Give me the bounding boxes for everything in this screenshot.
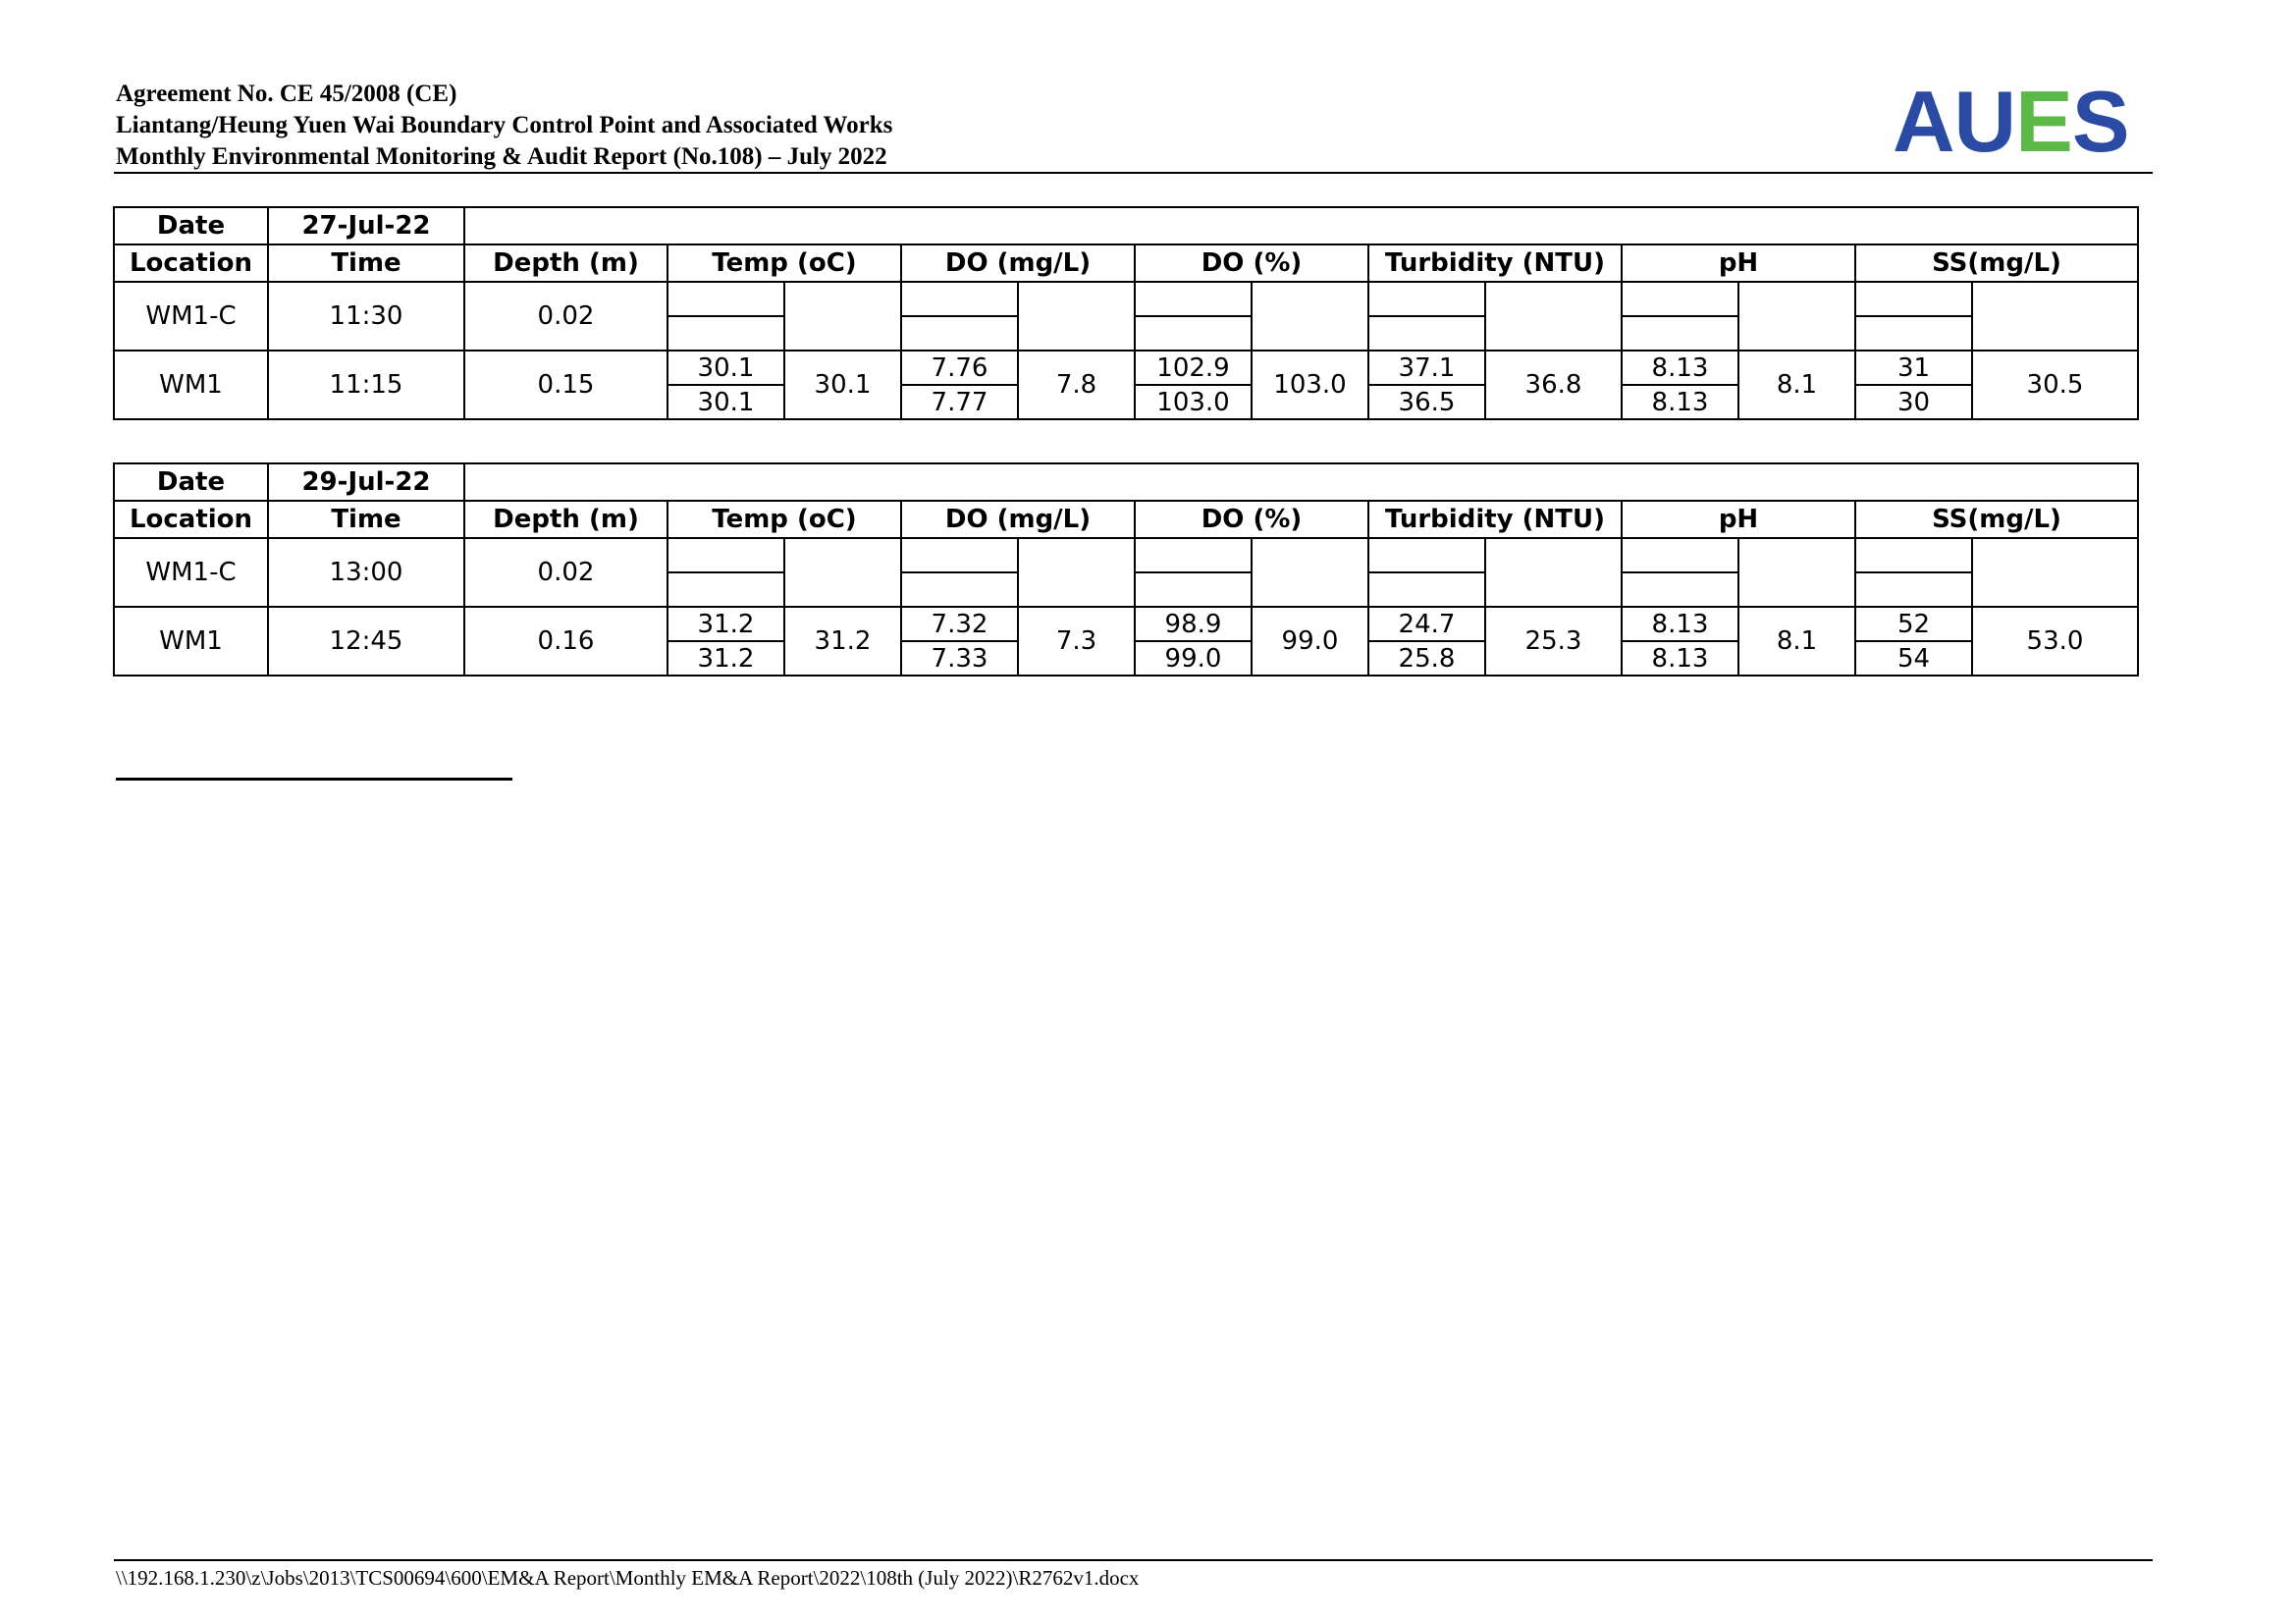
- date-value: 29-Jul-22: [268, 463, 464, 501]
- time-header: Time: [268, 501, 464, 538]
- empty-cell: [1855, 282, 1972, 316]
- empty-cell: [1855, 316, 1972, 351]
- empty-cell: [784, 282, 901, 351]
- do-pct-header: DO (%): [1135, 244, 1368, 282]
- empty-cell: [1738, 282, 1855, 351]
- ss-reading-1: 31: [1855, 351, 1972, 385]
- file-path: \\192.168.1.230\z\Jobs\2013\TCS00694\600\EM&A Report\Monthly EM&A Report\2022\108th (July 2022)\R2762v1.docx: [116, 1566, 1140, 1590]
- empty-cell: [1622, 538, 1738, 572]
- turbidity-average: 36.8: [1485, 351, 1622, 419]
- empty-cell: [1855, 538, 1972, 572]
- empty-cell: [667, 538, 784, 572]
- temp-header: Temp (oC): [667, 501, 901, 538]
- date-value: 27-Jul-22: [268, 207, 464, 244]
- empty-cell: [1622, 572, 1738, 607]
- impact-time: 11:15: [268, 351, 464, 419]
- empty-cell: [1252, 282, 1368, 351]
- ss-reading-2: 30: [1855, 385, 1972, 419]
- empty-cell: [667, 316, 784, 351]
- turbidity-reading-2: 36.5: [1368, 385, 1485, 419]
- ph-reading-1: 8.13: [1622, 351, 1738, 385]
- footnote-separator: [116, 778, 512, 781]
- empty-cell: [1252, 538, 1368, 607]
- empty-cell: [1485, 538, 1622, 607]
- empty-cell: [901, 316, 1018, 351]
- empty-cell: [1018, 538, 1135, 607]
- empty-cell: [1855, 572, 1972, 607]
- report-header: [116, 79, 2153, 173]
- empty-cell: [901, 572, 1018, 607]
- empty-cell: [1368, 538, 1485, 572]
- ph-reading-1: 8.13: [1622, 607, 1738, 641]
- ph-average: 8.1: [1738, 607, 1855, 676]
- do-pct-reading-2: 99.0: [1135, 641, 1252, 676]
- turbidity-average: 25.3: [1485, 607, 1622, 676]
- date-row-blank: [464, 463, 2138, 501]
- do-pct-average: 99.0: [1252, 607, 1368, 676]
- do-mgl-reading-1: 7.76: [901, 351, 1018, 385]
- water-quality-table-2: [113, 462, 2139, 677]
- empty-cell: [667, 282, 784, 316]
- control-depth: 0.02: [464, 282, 667, 351]
- empty-cell: [1135, 282, 1252, 316]
- temp-reading-2: 30.1: [667, 385, 784, 419]
- empty-cell: [1738, 538, 1855, 607]
- temp-average: 30.1: [784, 351, 901, 419]
- impact-depth: 0.15: [464, 351, 667, 419]
- date-label: Date: [114, 463, 268, 501]
- do-mgl-average: 7.8: [1018, 351, 1135, 419]
- project-title: Liantang/Heung Yuen Wai Boundary Control Point and Associated Works: [116, 112, 893, 138]
- ss-reading-2: 54: [1855, 641, 1972, 676]
- ph-reading-2: 8.13: [1622, 385, 1738, 419]
- do-pct-reading-1: 98.9: [1135, 607, 1252, 641]
- header-divider: [114, 172, 2153, 174]
- empty-cell: [1135, 572, 1252, 607]
- ph-header: pH: [1622, 501, 1855, 538]
- logo-e: E: [2015, 73, 2072, 170]
- empty-cell: [1972, 282, 2138, 351]
- turbidity-header: Turbidity (NTU): [1368, 244, 1622, 282]
- impact-time: 12:45: [268, 607, 464, 676]
- control-depth: 0.02: [464, 538, 667, 607]
- do-pct-reading-2: 103.0: [1135, 385, 1252, 419]
- ss-reading-1: 52: [1855, 607, 1972, 641]
- temp-header: Temp (oC): [667, 244, 901, 282]
- do-mgl-header: DO (mg/L): [901, 244, 1135, 282]
- empty-cell: [784, 538, 901, 607]
- empty-cell: [1368, 572, 1485, 607]
- do-mgl-reading-1: 7.32: [901, 607, 1018, 641]
- do-pct-reading-1: 102.9: [1135, 351, 1252, 385]
- ss-average: 53.0: [1972, 607, 2138, 676]
- location-header: Location: [114, 501, 268, 538]
- do-pct-average: 103.0: [1252, 351, 1368, 419]
- empty-cell: [901, 282, 1018, 316]
- date-label: Date: [114, 207, 268, 244]
- empty-cell: [1622, 282, 1738, 316]
- footer-divider: [114, 1559, 2153, 1561]
- temp-reading-1: 30.1: [667, 351, 784, 385]
- empty-cell: [1622, 316, 1738, 351]
- do-mgl-average: 7.3: [1018, 607, 1135, 676]
- do-mgl-reading-2: 7.33: [901, 641, 1018, 676]
- aues-logo: [1893, 73, 2129, 170]
- ph-average: 8.1: [1738, 351, 1855, 419]
- temp-average: 31.2: [784, 607, 901, 676]
- ss-header: SS(mg/L): [1855, 244, 2138, 282]
- report-title: Monthly Environmental Monitoring & Audit Report (No.108) – July 2022: [116, 143, 887, 170]
- turbidity-header: Turbidity (NTU): [1368, 501, 1622, 538]
- ss-average: 30.5: [1972, 351, 2138, 419]
- temp-reading-2: 31.2: [667, 641, 784, 676]
- impact-depth: 0.16: [464, 607, 667, 676]
- depth-header: Depth (m): [464, 244, 667, 282]
- do-mgl-reading-2: 7.77: [901, 385, 1018, 419]
- ph-header: pH: [1622, 244, 1855, 282]
- empty-cell: [901, 538, 1018, 572]
- control-time: 11:30: [268, 282, 464, 351]
- empty-cell: [1972, 538, 2138, 607]
- logo-s: S: [2071, 73, 2129, 170]
- control-location: WM1-C: [114, 538, 268, 607]
- turbidity-reading-1: 24.7: [1368, 607, 1485, 641]
- control-location: WM1-C: [114, 282, 268, 351]
- empty-cell: [667, 572, 784, 607]
- control-time: 13:00: [268, 538, 464, 607]
- logo-au: AU: [1893, 73, 2016, 170]
- ss-header: SS(mg/L): [1855, 501, 2138, 538]
- date-row-blank: [464, 207, 2138, 244]
- empty-cell: [1135, 538, 1252, 572]
- agreement-number: Agreement No. CE 45/2008 (CE): [116, 81, 457, 107]
- do-pct-header: DO (%): [1135, 501, 1368, 538]
- ph-reading-2: 8.13: [1622, 641, 1738, 676]
- depth-header: Depth (m): [464, 501, 667, 538]
- empty-cell: [1485, 282, 1622, 351]
- impact-location: WM1: [114, 351, 268, 419]
- time-header: Time: [268, 244, 464, 282]
- location-header: Location: [114, 244, 268, 282]
- empty-cell: [1368, 282, 1485, 316]
- empty-cell: [1368, 316, 1485, 351]
- do-mgl-header: DO (mg/L): [901, 501, 1135, 538]
- empty-cell: [1018, 282, 1135, 351]
- empty-cell: [1135, 316, 1252, 351]
- turbidity-reading-1: 37.1: [1368, 351, 1485, 385]
- impact-location: WM1: [114, 607, 268, 676]
- turbidity-reading-2: 25.8: [1368, 641, 1485, 676]
- temp-reading-1: 31.2: [667, 607, 784, 641]
- water-quality-table-1: [113, 206, 2139, 420]
